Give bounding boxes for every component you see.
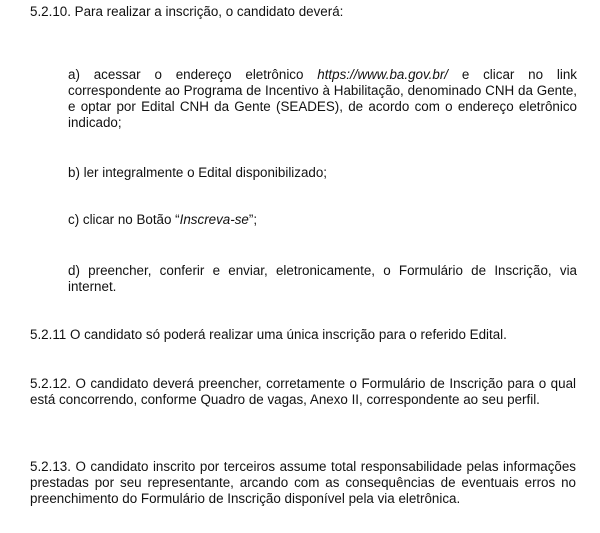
item-a-suffix: e clicar no link correspondente ao Programa de Incentivo à Habilitação, denominado CNH da Gente, e optar por Edital CNH da Gente (SEADES), de acordo com o endereço eletrônico indicado; bbox=[68, 67, 577, 130]
item-a-prefix: a) acessar o endereço eletrônico bbox=[68, 67, 318, 82]
website-url: https://www.ba.gov.br/ bbox=[317, 67, 449, 82]
list-item-a bbox=[68, 67, 577, 131]
section-5-2-11: 5.2.11 O candidato só poderá realizar uma única inscrição para o referido Edital. bbox=[30, 327, 507, 342]
list-item-b: b) ler integralmente o Edital disponibilizado; bbox=[68, 165, 328, 180]
section-5-2-12: 5.2.12. O candidato deverá preencher, corretamente o Formulário de Inscrição para o qual está concorrendo, conforme Quadro de vagas, Anexo II, correspondente ao seu perfil. bbox=[30, 376, 576, 407]
list-item-c bbox=[68, 212, 577, 228]
item-c-suffix: ”; bbox=[248, 212, 258, 227]
list-item-d: d) preencher, conferir e enviar, eletronicamente, o Formulário de Inscrição, via internet. bbox=[68, 263, 577, 294]
section-5-2-13: 5.2.13. O candidato inscrito por terceiros assume total responsabilidade pelas informações prestadas por seu representante, arcando com as consequências de eventuais erros no preenchimento do Formulário de Inscrição disponível pela via eletrônica. bbox=[30, 459, 576, 506]
section-5-2-10: 5.2.10. Para realizar a inscrição, o candidato deverá: bbox=[30, 4, 344, 19]
button-name-inscreva-se: Inscreva-se bbox=[179, 212, 249, 227]
item-c-prefix: c) clicar no Botão “ bbox=[68, 212, 180, 227]
